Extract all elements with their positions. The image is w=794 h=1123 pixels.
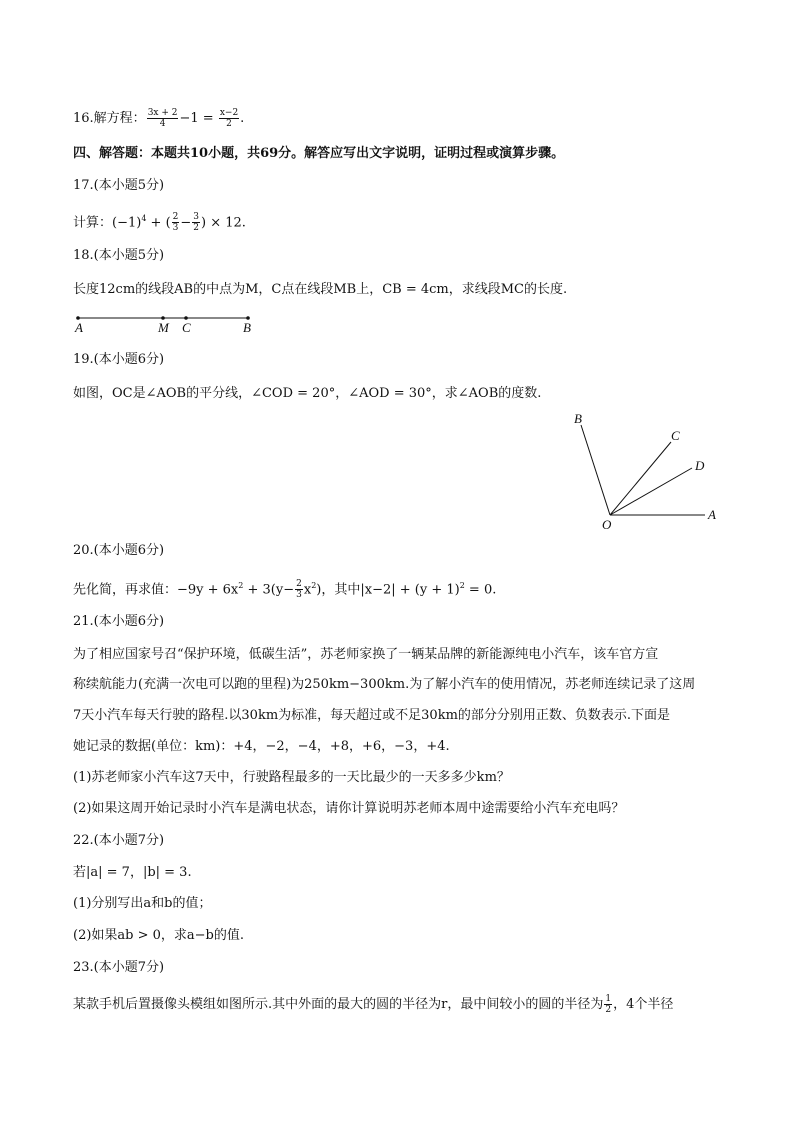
label-b: B bbox=[574, 411, 582, 426]
ray-ob bbox=[581, 425, 610, 515]
label-m: M bbox=[158, 320, 169, 335]
q17-expression: 计算：$(-1)^4$ + ( $\frac{2}{3}$ − $\frac{3}{2}$ ) × 12. bbox=[73, 212, 246, 234]
q21-sub-1: (1)苏老师家小汽车这7天中，行驶路程最多的一天比最少的一天多多少km？ bbox=[73, 770, 510, 785]
label-b: B bbox=[243, 320, 251, 335]
q19-text: 如图，OC是∠AOB的平分线，∠COD = 20°，∠AOD = 30°，求∠AOB的度数. bbox=[73, 386, 542, 401]
section-4-heading: 四、解答题：本题共10小题，共69分。解答应写出文字说明，证明过程或演算步骤。 bbox=[73, 146, 565, 161]
q16-equation: 16.解方程： $\frac{3x + 2}{4}$ −1 = $\frac{x-2}{2}$ . bbox=[73, 108, 245, 129]
q23-text: 某款手机后置摄像头模组如图所示.其中外面的最大的圆的半径为r，最中间较小的圆的半径为 $\frac{1}{2}$ ，4个半径 bbox=[73, 994, 674, 1015]
q18-header: 18.(本小题5分) bbox=[73, 248, 165, 263]
q21-paragraph-line: 她记录的数据(单位：km)：+4，−2，−4，+8，+6，−3，+4. bbox=[73, 739, 450, 754]
label-d: D bbox=[695, 458, 705, 473]
label-a: A bbox=[75, 320, 83, 335]
q19-angle-figure bbox=[560, 405, 740, 535]
q21-paragraph-line: 为了相应国家号召“保护环境，低碳生活”，苏老师家换了一辆某品牌的新能源纯电小汽车，该车官方宣 bbox=[73, 647, 659, 662]
q22-given: 若|a| = 7，|b| = 3. bbox=[73, 865, 192, 880]
q20-header: 20.(本小题6分) bbox=[73, 543, 165, 558]
q19-header: 19.(本小题6分) bbox=[73, 352, 165, 367]
q18-segment-figure bbox=[70, 310, 270, 336]
q21-paragraph-line: 称续航能力(充满一次电可以跑的里程)为250km−300km.为了解小汽车的使用情况，苏老师连续记录了这周 bbox=[73, 677, 696, 692]
q20-expression: 先化简，再求值：$-9y + 6x^2 + 3(y-$ $\frac{2}{3}$ $x^2$)，其中$|x-2| + (y + 1)^2 = 0$. bbox=[73, 579, 497, 601]
q18-text: 长度12cm的线段AB的中点为M，C点在线段MB上，CB = 4cm，求线段MC的长度. bbox=[73, 282, 568, 297]
q22-header: 22.(本小题7分) bbox=[73, 833, 165, 848]
q23-header: 23.(本小题7分) bbox=[73, 960, 165, 975]
q16-left-fraction: $\frac{3x + 2}{4}$ bbox=[147, 108, 178, 129]
ray-od bbox=[610, 468, 692, 515]
q17-header: 17.(本小题5分) bbox=[73, 178, 165, 193]
q21-paragraph-line: 7天小汽车每天行驶的路程.以30km为标准，每天超过或不足30km的部分分别用正数、负数表示.下面是 bbox=[73, 708, 671, 723]
q16-prefix: 16.解方程： bbox=[73, 111, 146, 126]
q22-sub-1: (1)分别写出a和b的值； bbox=[73, 896, 212, 911]
label-c: C bbox=[671, 428, 680, 443]
q21-header: 21.(本小题6分) bbox=[73, 614, 165, 629]
ray-oc bbox=[610, 442, 671, 515]
label-a: A bbox=[708, 507, 716, 522]
q21-sub-2: (2)如果这周开始记录时小汽车是满电状态，请你计算说明苏老师本周中途需要给小汽车充电吗？ bbox=[73, 801, 625, 816]
label-o: O bbox=[602, 517, 612, 532]
label-c: C bbox=[182, 320, 191, 335]
q22-sub-2: (2)如果ab > 0，求a−b的值. bbox=[73, 928, 245, 943]
q16-right-fraction: $\frac{x-2}{2}$ bbox=[219, 108, 239, 129]
